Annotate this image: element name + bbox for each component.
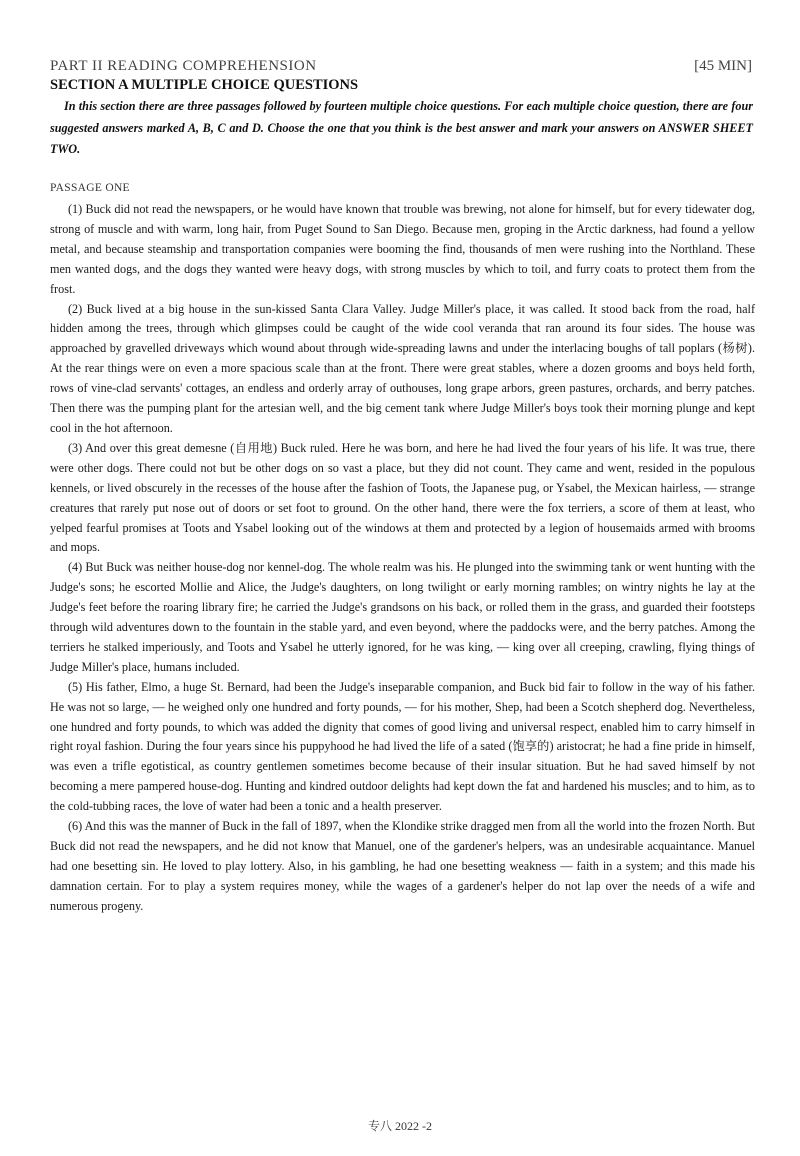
time-allotment: [45 MIN] bbox=[694, 58, 752, 74]
page-footer: 专八 2022 -2 bbox=[368, 1119, 432, 1133]
instructions: In this section there are three passages followed by fourteen multiple choice questions. For each multiple choice question, there are four suggested answers marked A, B, C and D. Choose the one that you think is the best answer and mark your answers on ANSWER SHEET TWO. bbox=[50, 99, 753, 156]
paragraph-4: (4) But Buck was neither house-dog nor kennel-dog. The whole realm was his. He plunged into the swimming tank or went hunting with the Judge's sons; he escorted Mollie and Alice, the Judge's daughters, on long twilight or early morning rambles; on wintry nights he lay at the Judge's feet before the roaring library fire; he carried the Judge's grandsons on his back, or rolled them in the grass, and guarded their footsteps through wild adventures down to the fountain in the stable yard, and even beyond, where the paddocks were, and the berry patches. Among the terriers he stalked imperiously, and Toots and Ysabel he utterly ignored, for he was king, — king over all creeping, crawling, flying things of Judge Miller's place, humans included. bbox=[50, 560, 755, 674]
passage-body bbox=[50, 200, 755, 917]
paragraph-2: (2) Buck lived at a big house in the sun-kissed Santa Clara Valley. Judge Miller's place, it was called. It stood back from the road, half hidden among the trees, through which glimpses could be caught of the wide cool veranda that ran around its four sides. The house was approached by gravelled driveways which wound about through wide-spreading lawns and under the interlacing boughs of tall poplars (杨树). At the rear things were on even a more spacious scale than at the front. There were great stables, where a dozen grooms and boys held forth, rows of vine-clad servants' cottages, an endless and orderly array of outhouses, long grape arbors, green pastures, orchards, and berry patches. Then there was the pumping plant for the artesian well, and the big cement tank where Judge Miller's boys took their morning plunge and kept cool in the hot afternoon. bbox=[50, 301, 755, 435]
paragraph-3: (3) And over this great demesne (自用地) Buck ruled. Here he was born, and here he had lived the four years of his life. It was true, there were other dogs. There could not but be other dogs on so vast a place, but they did not count. They came and went, resided in the populous kennels, or lived obscurely in the recesses of the house after the fashion of Toots, the Japanese pug, or Ysabel, the Mexican hairless, — strange creatures that rarely put nose out of doors or set foot to ground. On the other hand, there were the fox terriers, a score of them at least, who yelped fearful promises at Toots and Ysabel looking out of the windows at them and protected by a legion of housemaids armed with brooms and mops. bbox=[50, 440, 755, 555]
passage-label: PASSAGE ONE bbox=[50, 182, 130, 194]
section-title: SECTION A MULTIPLE CHOICE QUESTIONS bbox=[50, 77, 359, 93]
paragraph-6: (6) And this was the manner of Buck in the fall of 1897, when the Klondike strike dragged men from all the world into the frozen North. But Buck did not read the newspapers, and he did not know that Manuel, one of the gardener's helpers, was an undesirable acquaintance. Manuel had one besetting sin. He loved to play lottery. Also, in his gambling, he had one besetting weakness — faith in a system; and this made his damnation certain. For to play a system requires money, while the wages of a gardener's helper do not lap over the needs of a wife and numerous progeny. bbox=[50, 819, 755, 913]
part-title: PART II READING COMPREHENSION bbox=[50, 58, 317, 74]
paragraph-1: (1) Buck did not read the newspapers, or he would have known that trouble was brewing, not alone for himself, but for every tidewater dog, strong of muscle and with warm, long hair, from Puget Sound to San Diego. Because men, groping in the Arctic darkness, had found a yellow metal, and because steamship and transportation companies were booming the find, thousands of men were rushing into the Northland. These men wanted dogs, and the dogs they wanted were heavy dogs, with strong muscles by which to toil, and furry coats to protect them from the frost. bbox=[50, 202, 755, 296]
paragraph-5: (5) His father, Elmo, a huge St. Bernard, had been the Judge's inseparable companion, and Buck bid fair to follow in the way of his father. He was not so large, — he weighed only one hundred and forty pounds, — for his mother, Shep, had been a Scotch shepherd dog. Nevertheless, one hundred and forty pounds, to which was added the dignity that comes of good living and universal respect, enabled him to carry himself in right royal fashion. During the four years since his puppyhood he had lived the life of a sated (饱享的) aristocrat; he had a fine pride in himself, was even a trifle egotistical, as country gentlemen sometimes become because of their insular situation. But he had saved himself by not becoming a mere pampered house-dog. Hunting and kindred outdoor delights had kept down the fat and hardened his muscles; and to him, as to the cold-tubbing races, the love of water had been a tonic and a health preserver. bbox=[50, 679, 755, 814]
